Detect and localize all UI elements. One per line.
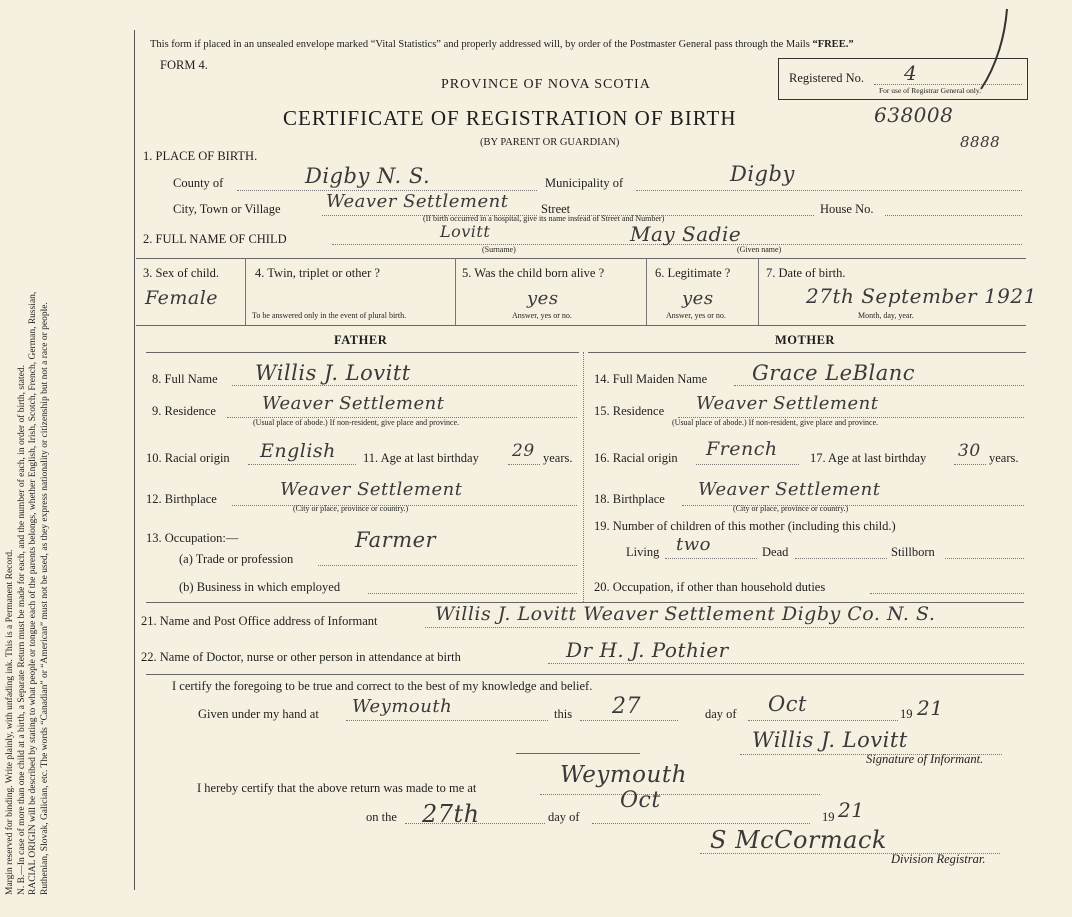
province-heading: PROVINCE OF NOVA SCOTIA (441, 77, 651, 92)
registrar-year-value: 21 (838, 798, 865, 822)
doctor-value: Dr H. J. Pothier (566, 638, 729, 662)
father-heading: FATHER (334, 333, 388, 347)
informant-signature: Willis J. Lovitt (752, 728, 908, 752)
registrar-statement: I hereby certify that the above return was made to me at (197, 781, 477, 795)
registered-no-label: Registered No. (789, 71, 864, 85)
division-registrar-label: Division Registrar. (891, 852, 986, 866)
margin-line: Margin reserved for binding. Write plainly, with unfading ink. This is a Permanent Record. (5, 549, 15, 895)
father-birthplace: Weaver Settlement (280, 479, 463, 500)
city-value: Weaver Settlement (326, 191, 509, 212)
signature-of-informant-label: Signature of Informant. (866, 752, 984, 766)
father-trade: Farmer (355, 528, 437, 552)
registrar-month-value: Oct (620, 788, 661, 813)
given-month-value: Oct (768, 692, 807, 716)
mother-racial-origin: French (706, 438, 778, 460)
given-year-value: 21 (917, 696, 944, 720)
margin-instructions (5, 15, 125, 895)
informant-value: Willis J. Lovitt Weaver Settlement Digby Co. N. S. (435, 603, 936, 625)
father-age: 29 (512, 441, 535, 461)
margin-line: Ruthenian, Slovak, Galician, etc. The words “Canadian” or “American” must not be used, as they express nationality or citizenship but not a race or people. (39, 302, 50, 895)
living-children-value: two (676, 534, 711, 555)
document-title: CERTIFICATE OF REGISTRATION OF BIRTH (283, 106, 737, 130)
father-name: Willis J. Lovitt (255, 361, 411, 385)
margin-line: RACIAL ORIGIN will be described by stating to what people or tongue each of the parents belongs, whether English, Irish, Scotch, French, German, Russian, (28, 291, 39, 895)
municipality-value: Digby (730, 162, 795, 186)
registrar-place-value: Weymouth (560, 762, 687, 788)
place-of-birth-label: 1. PLACE OF BIRTH. (143, 149, 258, 163)
given-place-value: Weymouth (352, 696, 453, 717)
mother-residence: Weaver Settlement (696, 393, 879, 414)
document-subtitle: (BY PARENT OR GUARDIAN) (480, 137, 620, 148)
father-racial-origin: English (260, 440, 336, 462)
certify-statement: I certify the foregoing to be true and correct to the best of my knowledge and belief. (172, 679, 593, 693)
county-value: Digby N. S. (305, 164, 431, 188)
child-surname: Lovitt (440, 222, 491, 241)
given-day-value: 27 (612, 694, 641, 719)
sex-value: Female (145, 287, 219, 309)
child-given-name: May Sadie (630, 222, 742, 246)
mother-age: 30 (958, 441, 981, 461)
form-number: FORM 4. (160, 58, 208, 72)
hospital-note: (If birth occurred in a hospital, give its name instead of Street and Number) (423, 214, 665, 223)
corner-mark: 8888 (960, 133, 1001, 151)
certificate-number: 638008 (874, 103, 954, 127)
pencil-tick-mark (975, 5, 1015, 95)
registered-no-value: 4 (904, 61, 918, 85)
margin-line: N. B.—In case of more than one child at a birth, a Separate Return must be made for each, and the number of each, in order of birth, stated. (16, 365, 27, 895)
mother-maiden-name: Grace LeBlanc (752, 361, 916, 385)
registrar-day-value: 27th (422, 800, 480, 828)
registrar-signature: S McCormack (710, 826, 887, 854)
mother-heading: MOTHER (775, 333, 835, 347)
legitimate-value: yes (682, 288, 714, 309)
birth-certificate: Margin reserved for binding. Write plainly, with unfading ink. This is a Permanent Record. N. B.—In case of more than one child at a birth, a Separate Return must be made for each, and the number of each, in order of birth, stated. RACIAL ORIGIN will be described by stating to what people or tongue each of the parents belongs, whether English, Irish, Scotch, French, German, Russian, Ruthenian, Slovak, Galician, etc. The words “Canadian” or “American” must not be used, as they express nationality or citizenship but not a race or people. This form if placed in an unsealed envelope marked “Vital Statistics” and properly addressed will, by order of the Postmaster General pass through the Mails “FREE.” FORM 4. PROVINCE OF NOVA SCOTIA CERTIFICATE OF REGISTRATION OF BIRTH (BY PARENT OR GUARDIAN) 638008 8888 Registered No. 4 For use of Registrar General only. 1. PLACE OF BIRTH. County of Digby N. S. Municipality of Digby City, Town or Village Weaver Settlement Street House No. (If birth occurred in a hospital, give its name instead of Street and Number) 2. FULL NAME OF CHILD Lovitt May Sadie (Surname) (Given name) 3. Sex of child. Female 4. Twin, triplet or other ? To be answered only in the event of plural birth. 5. Was the child born alive ? yes Answer, yes or no. 6. Legitimate ? yes Answer, yes or no. 7. Date of birth. 27th September 1921 Month, day, year. FATHER MOTHER 8. Full Name Willis J. Lovitt 9. Residence Weaver Settlement (Usual place of abode.) If non-resident, give place and province. 10. Racial origin English 11. Age at last birthday 29 years. 12. Birthplace Weaver Settlement (City or place, province or country.) 13. Occupation:— (a) Trade or profession Farmer (b) Business in which employed 14. Full Maiden Name Grace LeBlanc 15. Residence Weaver Settlement (Usual place of abode.) If non-resident, give place and province. 16. Racial origin French 17. Age at last birthday 30 years. 18. Birthplace Weaver Settlement (City or place, province or country.) 19. Number of children of this mother (including this child.) Living two Dead Stillborn 20. Occupation, if other than household duties 21. Name and Post Office address of Informant Willis J. Lovitt Weaver Settlement Digby Co. N. S. 22. Name of Doctor, nurse or other person in attendance at birth Dr H. J. Pothier I certify the foregoing to be true and correct to the best of my knowledge and belief. Given under my hand at Weymouth this 27 day of Oct 19 21 Willis J. Lovitt Signature of Informant. I hereby certify that the above return was made to me at Weymouth on the 27th day of Oct 19 21 S McCormack Division Registrar. (0, 0, 1072, 917)
date-of-birth-value: 27th September 1921 (806, 284, 1037, 308)
father-residence: Weaver Settlement (262, 393, 445, 414)
registrar-use-note: For use of Registrar General only. (879, 86, 981, 95)
mail-note: This form if placed in an unsealed envelope marked “Vital Statistics” and properly addressed will, by order of the Postmaster General pass through the Mails “FREE.” (150, 39, 854, 50)
born-alive-value: yes (527, 288, 559, 309)
binding-rule (134, 30, 135, 890)
mother-birthplace: Weaver Settlement (698, 479, 881, 500)
